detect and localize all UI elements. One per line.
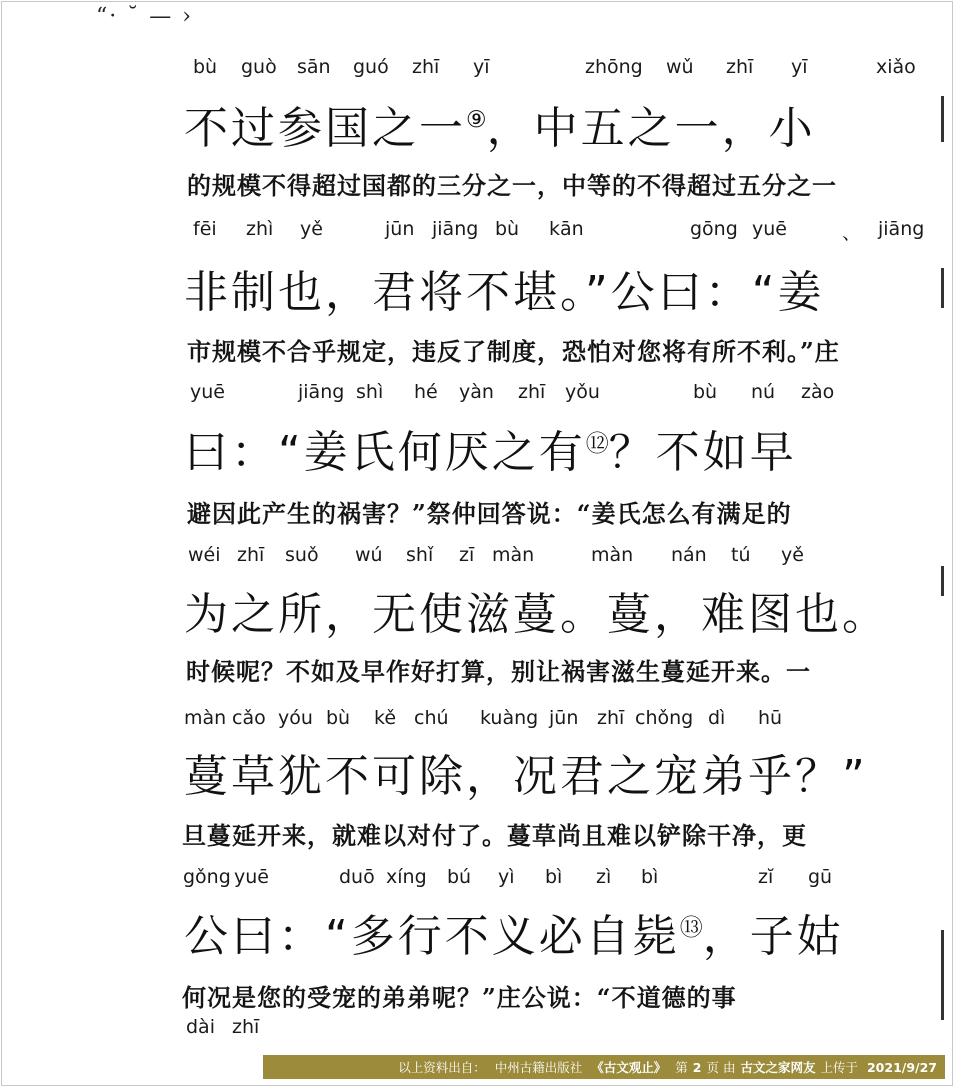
pinyin-syllable: kān <box>549 218 584 240</box>
footer-bar <box>263 1055 945 1079</box>
right-edge-mark <box>941 930 944 1020</box>
pinyin-syllable: fēi <box>193 218 217 240</box>
translation-line: 的规模不得超过国都的三分之一，中等的不得超过五分之一 <box>187 171 837 200</box>
footer-source-label: 以上资料出自： <box>398 1060 486 1075</box>
pinyin-syllable: shǐ <box>406 544 434 566</box>
pinyin-syllable: kě <box>374 707 397 729</box>
pinyin-syllable: jiāng <box>878 218 925 240</box>
pinyin-syllable: yì <box>498 866 515 888</box>
pinyin-syllable: zhī <box>237 544 265 566</box>
pinyin-syllable: bù <box>693 381 718 403</box>
pinyin-syllable: zào <box>801 381 835 403</box>
pinyin-syllable: yuē <box>234 866 269 888</box>
pinyin-syllable: zhī <box>597 707 625 729</box>
pinyin-syllable: zhī <box>232 1016 260 1038</box>
pinyin-syllable: zhī <box>412 56 440 78</box>
pinyin-syllable: yuē <box>752 218 787 240</box>
pinyin-syllable: shì <box>356 381 384 403</box>
pinyin-syllable: bì <box>545 866 563 888</box>
pinyin-syllable: yī <box>791 56 808 78</box>
pinyin-syllable: wú <box>355 544 383 566</box>
pinyin-syllable: bù <box>326 707 351 729</box>
pinyin-syllable: bì <box>641 866 659 888</box>
pinyin-syllable: yī <box>473 56 490 78</box>
pinyin-syllable: yě <box>300 218 323 240</box>
footer-upload-label: 上传于 <box>820 1060 858 1075</box>
pinyin-syllable: jiāng <box>432 218 479 240</box>
classical-text-continued: ，中五之一，小 <box>486 103 816 154</box>
translation-line: 旦蔓延开来，就难以对付了。蔓草尚且难以铲除干净，更 <box>182 821 807 850</box>
pinyin-syllable: hé <box>414 381 438 403</box>
pinyin-syllable: yàn <box>459 381 494 403</box>
classical-text: 为之所，无使滋蔓。蔓，难图也。 <box>184 589 889 640</box>
classical-text-line <box>184 578 889 642</box>
pinyin-syllable: chǒng <box>635 707 694 729</box>
pinyin-syllable: yóu <box>278 707 313 729</box>
classical-text-line <box>184 256 825 320</box>
pinyin-syllable: màn <box>492 544 535 566</box>
pinyin-syllable: màn <box>184 707 227 729</box>
pinyin-syllable: jūn <box>385 218 415 240</box>
pinyin-syllable: hū <box>758 707 783 729</box>
pinyin-syllable: zĭ <box>758 866 774 888</box>
right-edge-mark <box>941 268 944 308</box>
pinyin-syllable: guò <box>241 56 277 78</box>
pinyin-syllable: dài <box>186 1016 215 1038</box>
pinyin-syllable: bù <box>495 218 520 240</box>
classical-text-continued: ？不如早 <box>608 427 797 478</box>
corner-scan-mark: “· ˘ — › <box>96 4 194 29</box>
right-edge-mark <box>941 566 944 596</box>
pinyin-syllable: gū <box>808 866 833 888</box>
classical-text: 蔓草犹不可除，况君之宠弟乎？” <box>184 751 868 802</box>
classical-text-line <box>184 92 816 156</box>
footnote-marker: ⑬ <box>679 915 703 941</box>
footer-uploader: 古文之家网友 <box>740 1060 816 1075</box>
pinyin-syllable: duō <box>339 866 375 888</box>
pinyin-syllable: zì <box>596 866 612 888</box>
translation-line: 何况是您的受宠的弟弟呢？”庄公说：“不道德的事 <box>182 983 737 1012</box>
footer-page-prefix: 第 <box>675 1060 688 1075</box>
pinyin-syllable: yuē <box>190 381 225 403</box>
classical-text-line <box>184 900 844 964</box>
pinyin-syllable: jiāng <box>298 381 345 403</box>
pinyin-syllable: kuàng <box>480 707 539 729</box>
pinyin-syllable: yǒu <box>565 381 600 403</box>
right-edge-mark <box>941 96 944 142</box>
pinyin-syllable: wéi <box>188 544 221 566</box>
classical-text-line <box>184 416 797 480</box>
footer-page-number: 2 <box>692 1059 702 1075</box>
pinyin-syllable: dì <box>708 707 726 729</box>
pinyin-syllable: nán <box>671 544 707 566</box>
translation-line: 市规模不合乎规定，违反了制度，恐怕对您将有所不利。”庄 <box>187 337 840 366</box>
footer-page-suffix: 页 由 <box>706 1060 736 1075</box>
classical-text: 曰：“姜氏何厌之有 <box>184 427 586 478</box>
footnote-marker: ⑫ <box>585 431 609 457</box>
footer-book-title: 《古文观止》 <box>591 1060 667 1075</box>
pinyin-syllable: yě <box>781 544 804 566</box>
pinyin-syllable: chú <box>414 707 449 729</box>
footer-date: 2021/9/27 <box>866 1059 937 1075</box>
pinyin-syllable: zhī <box>726 56 754 78</box>
pinyin-syllable: cǎo <box>232 707 266 729</box>
pinyin-syllable: gōng <box>690 218 738 240</box>
pinyin-syllable: guó <box>353 56 389 78</box>
pinyin-syllable: wǔ <box>666 56 694 78</box>
footnote-marker: ⑨ <box>466 107 487 133</box>
pinyin-syllable: zhī <box>518 381 546 403</box>
pinyin-syllable: 、 <box>842 222 862 244</box>
pinyin-syllable: suǒ <box>285 544 319 566</box>
pinyin-syllable: bù <box>193 56 218 78</box>
pinyin-syllable: bú <box>447 866 472 888</box>
pinyin-syllable: xíng <box>386 866 427 888</box>
pinyin-syllable: tú <box>731 544 751 566</box>
pinyin-syllable: sān <box>297 56 331 78</box>
classical-text: 公曰：“多行不义必自毙 <box>184 911 680 962</box>
translation-line: 时候呢？不如及早作好打算，别让祸害滋生蔓延开来。一 <box>186 657 811 686</box>
classical-text-continued: ，子姑 <box>702 911 844 962</box>
pinyin-syllable: jūn <box>549 707 579 729</box>
pinyin-syllable: màn <box>591 544 634 566</box>
classical-text-line <box>184 740 868 804</box>
pinyin-syllable: xiǎo <box>876 56 916 78</box>
pinyin-syllable: gǒng <box>183 866 231 888</box>
footer-publisher: 中州古籍出版社 <box>494 1060 583 1075</box>
pinyin-syllable: zhōng <box>585 56 643 78</box>
translation-line: 避因此产生的祸害？”祭仲回答说：“姜氏怎么有满足的 <box>187 499 792 528</box>
pinyin-syllable: nú <box>751 381 776 403</box>
classical-text: 非制也，君将不堪。”公曰：“姜 <box>184 267 825 318</box>
classical-text: 不过参国之一 <box>184 103 466 154</box>
pinyin-syllable: zhì <box>246 218 274 240</box>
pinyin-syllable: zī <box>459 544 475 566</box>
